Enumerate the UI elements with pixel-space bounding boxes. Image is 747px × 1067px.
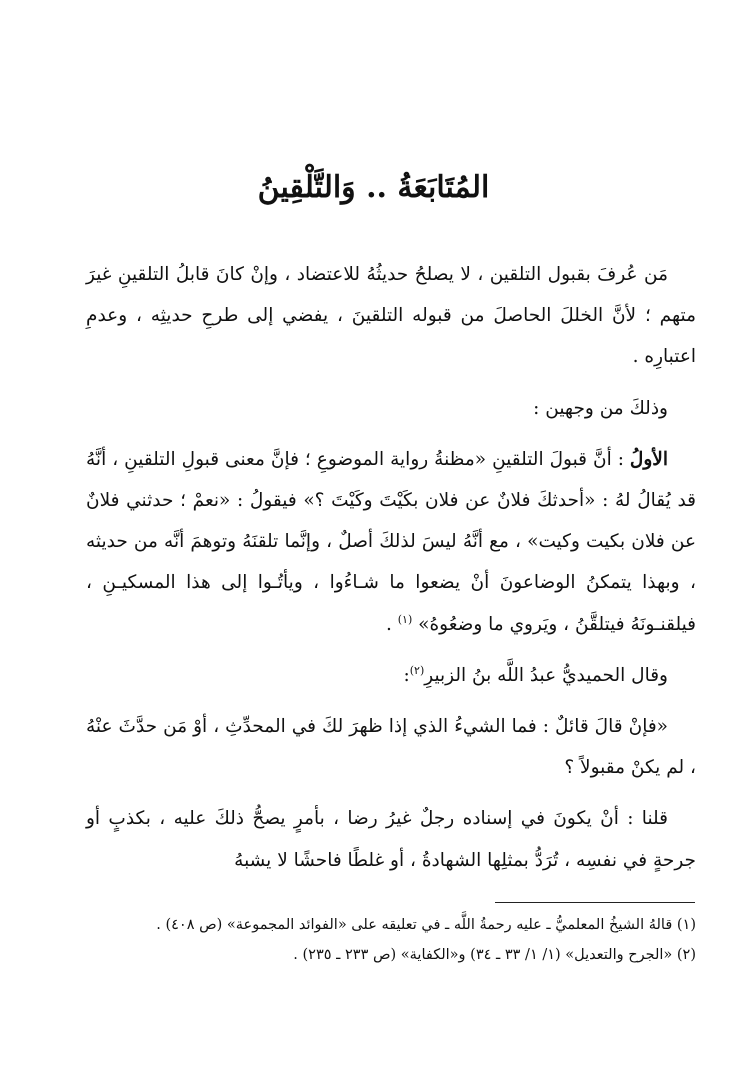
footnote-divider [495,902,695,903]
humaydi-colon: : [403,664,410,686]
main-text [86,254,696,881]
paragraph-quote-answer: قلنا : أنْ يكونَ في إسناده رجلٌ غيرُ رضا ، بأمرٍ يصحُّ ذلكَ عليه ، بكذبٍ أو جرحةٍ في نفسِه ، تُرَدُّ بمثلِها الشهادةُ ، أو غلطًا فاحشًا لا يشبهُ [86,808,696,871]
footnote-2: (٢) «الجرح والتعديل» (١/ ١/ ٣٣ ـ ٣٤) و«الكفاية» (ص ٢٣٣ ـ ٢٣٥) . [293,947,696,963]
paragraph-intro: مَن عُرفَ بقبول التلقين ، لا يصلحُ حديثُهُ للاعتضاد ، وإنْ كانَ قابلُ التلقينِ غيرَ متهم ؛ لأنَّ الخللَ الحاصلَ من قبوله التلقينَ ، يفضي إلى طرحِ حديثِه ، وعدمِ اعتبارِه . [86,264,696,368]
paragraph-first-aspect: الأولُ : أنَّ قبولَ التلقينِ «مظنةُ رواية الموضوعِ ؛ فإنَّ معنى قبولِ التلقينِ ، أنَّهُ قد يُقالُ لهُ : «أحدثكَ فلانٌ عن فلان بكَيْتَ وكَيْتَ ؟» فيقولُ : «نعمْ ؛ حدثني فلانٌ عن فلان بكيت وكيت» ، مع أنَّهُ ليسَ لذلكَ أصلٌ ، وإنَّما تلقنَهُ وتوهمَ أنَّه من حديثه ، وبهذا يتمكنُ الوضاعونَ أنْ يضعوا ما شـاءُوا ، ويأتُـوا إلى هذا المسكيـنِ ، فيلقنـونَهُ فيتلقَّنُ ، ويَروي ما وضعُوهُ» $^{(١)}$ . [86,448,696,635]
footnote-1: (١) قالهُ الشيخُ المعلميُّ ـ عليه رحمةُ اللَّه ـ في تعليقه على «الفوائد المجموعة» (ص ٤٠٨) . [156,917,696,933]
footnotes [86,910,696,970]
first-label: الأولُ [629,448,668,470]
page-title: المُتَابَعَةُ .. وَالتَّلْقِينُ [257,170,490,205]
footnote-ref-2: (٢) [409,663,425,677]
humaydi-text: وقال الحميديُّ عبدُ اللَّه بنُ الزبيرِ [424,664,668,686]
first-aspect-text: : أنَّ قبولَ التلقينِ «مظنةُ رواية الموضوعِ ؛ فإنَّ معنى قبولِ التلقينِ ، أنَّهُ قد يُقالُ لهُ : «أحدثكَ فلانٌ عن فلان بكَيْتَ وكَيْتَ ؟» فيقولُ : «نعمْ ؛ حدثني فلانٌ عن فلان بكيت وكيت» ، مع أنَّهُ ليسَ لذلكَ أصلٌ ، وإنَّما تلقنَهُ وتوهمَ أنَّه من حديثه ، وبهذا يتمكنُ الوضاعونَ أنْ يضعوا ما شـاءُوا ، ويأتُـوا إلى هذا المسكيـنِ ، فيلقنـونَهُ فيتلقَّنُ ، ويَروي ما وضعُوهُ» [86,448,696,635]
paragraph-quote-question: «فإنْ قالَ قائلٌ : فما الشيءُ الذي إذا ظهرَ لكَ في المحدِّثِ ، أوْ مَن حدَّثَ عنْهُ ، لم يكنْ مقبولاً ؟ [86,716,696,779]
footnote-ref-1: (١) [397,612,413,626]
paragraph-two-aspects: وذلكَ من وجهين : [533,397,668,419]
paragraph-humaydi [86,655,696,696]
